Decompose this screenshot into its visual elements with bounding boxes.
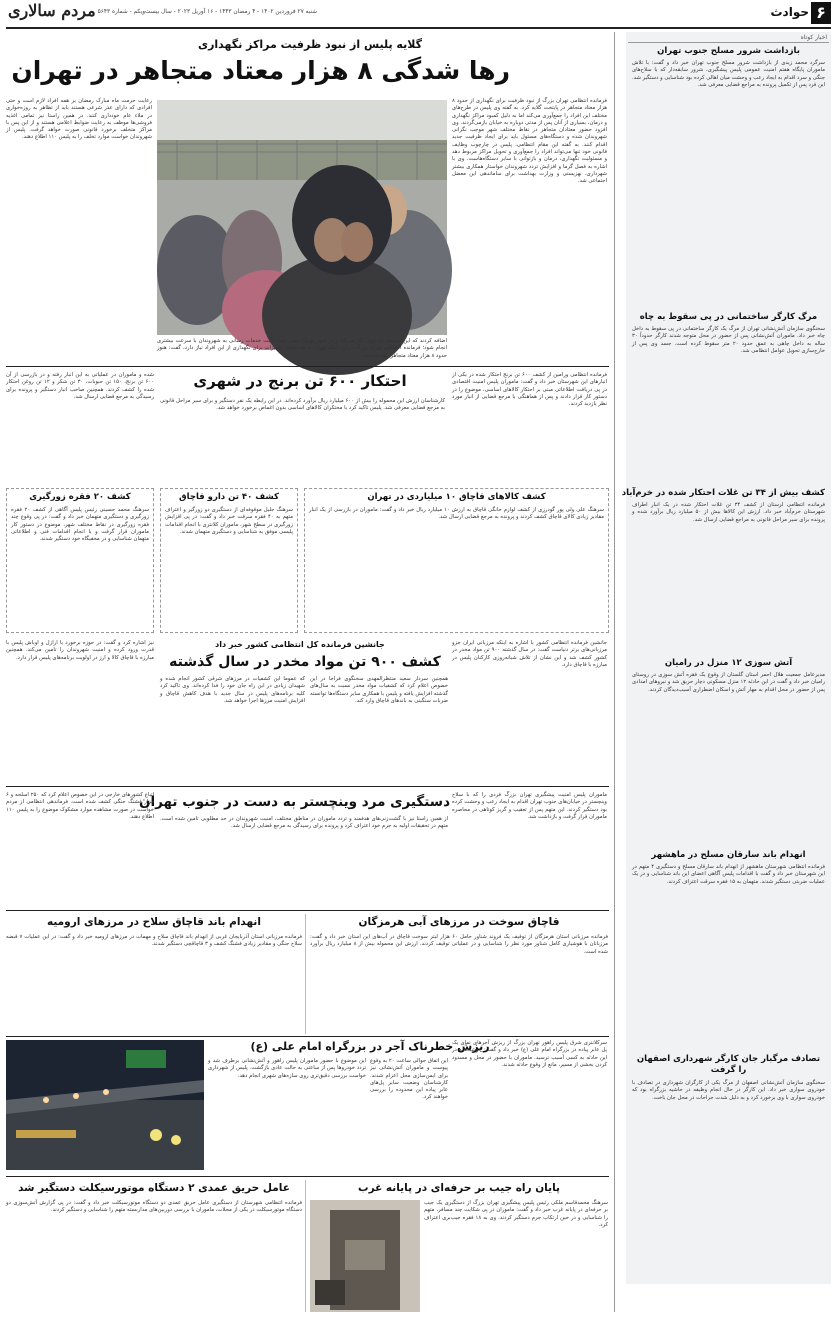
addicts-photo: [157, 100, 447, 335]
arson-body: فرمانده انتظامی شهرستان از دستگیری عامل حریق عمدی دو دستگاه موتورسیکلت خبر داد و گفت: در پی گزارش آتش‌سوزی دو دستگاه موتورسیکلت در یکی از محلات، ماموران با بررسی دوربین‌های مداربسته متهم را شناسایی و دستگیر کردند.: [6, 1200, 302, 1214]
sidebar-item-body: مدیرعامل جمعیت هلال احمر استان گلستان از وقوع یک فقره آتش سوزی در روستای رامیان خبر داد و گفت در این حادثه ۱۲ منزل مسکونی دچار حریق شد و نیروهای امدادی پس از حضور در محل اقدام به مهار آتش و اسکان اضطراری آسیب‌دیدگان کردند.: [632, 672, 825, 693]
sidebar-item: [632, 312, 825, 486]
rice-col-1: فرمانده انتظامی ورامین از کشف ۶۰۰ تن برنج احتکار شده در یکی از انبارهای این شهرستان خبر داد و گفت: ماموران پلیس امنیت اقتصادی در پی دریافت اطلاعاتی مبنی بر احتکار کالاهای اساسی، موضوع را در دستور کار قرار دادند و پس از هماهنگی با مرجع قضایی از انبار مورد نظر بازدید کردند.: [452, 372, 607, 408]
date-line: شنبه ۲۷ فروردین ۱۴۰۲ - ۴ رمضان ۱۴۴۳ - ۱۶ آوریل ۲۰۲۳ - سال بیست‌ویکم - شماره ۵۶۴۳: [97, 9, 317, 15]
box-body: سرهنگ علی ولی پور گودرزی از کشف لوازم خانگی قاچاق به ارزش ۱۰ میلیارد ریال خبر داد و گفت: ماموران در بازرسی از یک انبار مقادیر زیادی کالای قاچاق کشف کردند و پرونده به مرجع قضایی ارسال شد.: [309, 507, 604, 521]
drugs-col-1: جانشین فرمانده انتظامی کشور با اشاره به اینکه مرزبانی ایران جزو مرزبانی‌های برتر دنیاست گفت: در سال گذشته ۹۰۰ تن مواد مخدر در کشور کشف شد و این نشان از تلاش شبانه‌روزی کارکنان پلیس در مبارزه با قاچاق دارد.: [452, 640, 607, 668]
sidebar-item-title: مرگ کارگر ساختمانی در پی سقوط به چاه: [639, 312, 818, 322]
bridge-col-1: سرکلانتری شرق پلیس راهور تهران بزرگ از ریزش آجرهای نمای یک پل عابر پیاده در بزرگراه امام علی (ع) خبر داد و گفت: خوشبختانه در این حادثه به کسی آسیب نرسید. ماموران با حضور در محل و مسدود کردن بخشی از مسیر، مانع از وقوع حادثه شدند.: [452, 1040, 607, 1068]
drugs-kicker: جانشین فرمانده کل انتظامی کشور خبر داد: [215, 640, 385, 649]
page-label: حوادث: [770, 5, 809, 19]
sidebar-item: [632, 658, 825, 822]
sidebar-item: [632, 1054, 825, 1280]
drugs-col-4: نیز اشاره کرد و گفت: در حوزه برخورد با ارازل و اوباش پلیس با قدرت ورود کرده و امنیت شهروندان را تامین می‌کند. همچنین مبارزه با قاچاق کالا و ارز در اولویت برنامه‌های پلیس قرار دارد.: [6, 640, 154, 661]
sidebar-item-body: سرگرد محمد زیدی از بازداشت شرور مسلح جنوب تهران خبر داد و گفت: با تلاش ماموران پایگاه هفتم امنیت عمومی پلیس پیشگیری، شرور سابقه‌دار که با سلاح‌های جنگی و سرد اقدام به ایجاد رعب و وحشت میان اهالی کرده بود شناسایی و دستگیر شد. این فرد پس از تکمیل پرونده به مراجع قضایی معرفی شد.: [632, 60, 825, 88]
box-body: سرهنگ جلیل موقوفه‌ای از دستگیری دو زورگیر و اعتراف متهم به ۴۰ فقره سرقت خبر داد و گفت: در پی افزایش زورگیری در سطح شهر، ماموران کلانتری با انجام اقدامات پلیسی موفق به شناسایی و دستگیری متهمان شدند.: [165, 507, 293, 535]
bridge-photo-image: [6, 1040, 204, 1170]
box-title: کشف ۲۰ فقره زورگیری: [29, 492, 131, 502]
arson-headline: عامل حریق عمدی ۲ دستگاه موتورسیکلت دستگیر شد: [18, 1182, 290, 1194]
weapons-body: فرمانده مرزبانی استان آذربایجان غربی از انهدام باند قاچاق سلاح و مهمات در مرزهای ارومیه خبر داد و گفت: در این عملیات ۷ قبضه سلاح جنگی و مقادیر زیادی فشنگ کشف و ۳ قاچاقچی دستگیر شدند.: [6, 934, 302, 948]
sidebar-item-title: تصادف مرگبار جان کارگر شهرداری اصفهان را گرفت: [636, 1054, 821, 1075]
lead-col-3: رعایت حرمت ماه مبارک رمضان بر همه افراد لازم است و حتی افرادی که دارای عذر شرعی هستند باید از تظاهر به روزه‌خواری در ملاء عام خودداری کنند. در همین راستا نیز تمامی اغذیه فروشی‌ها موظف به رعایت ضوابط اعلامی هستند و از این پس با مراکز متخلف برخورد قانونی صورت خواهد گرفت. پلیس از شهروندان خواست موارد تخلف را به پلیس ۱۱۰ اطلاع دهند.: [6, 98, 152, 141]
masthead: [0, 0, 837, 26]
sidebar-item-body: سخنگوی سازمان آتش‌نشانی تهران از مرگ یک کارگر ساختمانی در پی سقوط به داخل چاه خبر داد. ماموران آتش‌نشانی پس از حضور در محل متوجه شدند کارگر حدوداً ۳۰ ساله به داخل چاهی به عمق حدود ۲۰ متر سقوط کرده است. جسد وی پس از خارج‌سازی تحویل عوامل انتظامی شد.: [632, 326, 825, 354]
box-drugs: [160, 488, 298, 633]
lead-caption: اضافه کردند که این سیستم به خوبی کار می‌کند و در شهر تهران سعی شده است خدمات رسانی به شهروندان با سرعت بیشتری انجام شود؛ فرمانده انتظامی تهران بزرگ درباره اینکه تهران به چه مقدار تجهیزات برای نگهداری از این افراد نیاز دارد، گفت: هنوز حدود ۸ هزار معتاد متجاهر رها شده‌اند.: [157, 338, 447, 359]
fuel-body: فرمانده مرزبانی استان هرمزگان از توقیف یک فروند شناور حامل ۶۰ هزار لیتر سوخت قاچاق در آب‌های این استان خبر داد و گفت: مرزبانان با هوشیاری کامل شناور مورد نظر را شناسایی و در عملیاتی توقیف کردند. ارزش این محموله بیش از ۸ میلیارد ریال برآورد شده است.: [310, 934, 609, 955]
box-smuggled: [304, 488, 609, 633]
sidebar-item-title: بازداشت شرور مسلح جنوب تهران: [657, 46, 800, 56]
bridge-headline: ریزش خطرناک آجر در بزرگراه امام علی (ع): [250, 1040, 490, 1053]
pickpocket-photo-image: [310, 1200, 420, 1312]
masthead-rule: [6, 27, 831, 29]
sidebar-item: [632, 850, 825, 1044]
burglar-headline: دستگیری مرد وینچستر به دست در جنوب تهران: [138, 794, 450, 810]
sidebar-item: [632, 46, 825, 292]
page-number: ۶: [811, 2, 831, 24]
drugs-col-2: همچنین سردار سعید منتظرالمهدی سخنگوی فراجا در این خصوص اعلام کرد که کشفیات مواد مخدر نسبت به سال‌های گذشته افزایش یافته و پلیس با همکاری سایر دستگاه‌ها توانسته ضربات سنگینی به باندهای قاچاق وارد کند.: [310, 676, 448, 704]
rice-col-2: کارشناسان ارزش این محموله را بیش از ۶۰۰ میلیارد ریال برآورد کرده‌اند. در این رابطه یک نفر دستگیر و برای سیر مراحل قانونی به مرجع قضایی معرفی شد. پلیس تاکید کرد با محتکران کالاهای اساسی بدون اغماض برخورد خواهد شد.: [160, 398, 445, 412]
sidebar-item-body: سخنگوی سازمان آتش‌نشانی اصفهان از مرگ یکی از کارگران شهرداری در تصادف با خودروی سواری خبر داد. این کارگر در حال انجام وظیفه در حاشیه بزرگراه بود که خودروی سواری با وی برخورد کرد و به دلیل شدت جراحات در محل جان باخت.: [632, 1080, 825, 1101]
lead-headline: رها شدگی ۸ هزار معتاد متجاهر در تهران: [11, 56, 510, 85]
sidebar-item-title: انهدام باند سارقان مسلح در ماهشهر: [651, 850, 806, 860]
sidebar-item: [621, 488, 825, 652]
sidebar-item-title: کشف بیش از ۳۴ تن غلات احتکار شده در خرم‌آباد: [621, 488, 825, 498]
burglar-col-3: اتباع کشورهای خارجی در این خصوص اعلام کرد که ۲۵۰ اسلحه و ۶ هزار فشنگ جنگی کشف شده است. فرماندهی انتظامی از مردم خواست در صورت مشاهده موارد مشکوک موضوع را به پلیس ۱۱۰ اطلاع دهند.: [6, 792, 154, 820]
weapons-headline: انهدام باند قاچاق سلاح در مرزهای ارومیه: [47, 916, 261, 928]
sidebar-item-title: آتش سوزی ۱۲ منزل در رامیان: [664, 658, 793, 668]
pickpocket-headline: پایان راه جیب بر حرفه‌ای در پایانه غرب: [358, 1182, 560, 1194]
lead-col-1: فرمانده انتظامی تهران بزرگ از نبود ظرفیت برای نگهداری از حدود ۸ هزار معتاد متجاهر در پایتخت گلایه کرد. به گفته وی پلیس در طرح‌های مختلف این افراد را جمع‌آوری می‌کند اما به دلیل کمبود مراکز نگهداری و درمان، بسیاری از آنان پس از مدتی دوباره به خیابان بازمی‌گردند. وی افزود حضور معتادان متجاهر در نقاط مختلف شهر موجب نگرانی شهروندان شده و دستگاه‌های مسئول باید برای ایجاد ظرفیت جدید اقدام کنند. به گفته این مقام انتظامی، پلیس در چارچوب وظایف قانونی خود تنها می‌تواند افراد را جمع‌آوری و تحویل مراکز مربوط دهد و مسئولیت نگهداری، درمان و بازتوانی با سایر دستگاه‌هاست. وی با اشاره به فصل گرما و افزایش تردد شهروندان خواستار همکاری بیشتر شهرداری، بهزیستی و وزارت بهداشت برای ساماندهی این معضل اجتماعی شد.: [452, 98, 607, 185]
pickpocket-photo: [310, 1200, 420, 1312]
rice-headline: احتکار ۶۰۰ تن برنج در شهری: [193, 372, 407, 390]
fuel-headline: قاچاق سوخت در مرزهای آبی هرمزگان: [358, 916, 560, 928]
box-title: کشف ۴۰ تن دارو قاچاق: [179, 492, 279, 502]
sidebar: [621, 32, 831, 1284]
pickpocket-body: سرهنگ محمدقاسم ملکی رئیس پلیس پیشگیری تهران بزرگ از دستگیری یک جیب بر حرفه‌ای در پایانه غرب خبر داد و گفت: ماموران در پی شکایت چند مسافر، متهم را شناسایی و در حین ارتکاب جرم دستگیر کردند. وی به ۱۸ فقره جیب‌بری اعتراف کرد.: [424, 1200, 608, 1228]
addicts-photo-image: [157, 100, 447, 335]
burglar-col-1: ماموران پلیس امنیت پیشگیری تهران بزرگ فردی را که با سلاح وینچستر در خیابان‌های جنوب تهران اقدام به ایجاد رعب و وحشت کرده بود دستگیر کردند. این متهم پس از تعقیب و گریز کوتاهی در محاصره ماموران قرار گرفت و بازداشت شد.: [452, 792, 607, 820]
bridge-col-3: این موضوع با حضور ماموران پلیس راهور و آتش‌نشانی برطرف شد و تردد خودروها پس از ساعتی به حالت عادی بازگشت. پلیس از شهرداری خواست بررسی دقیق‌تری روی سازه‌های شهری انجام دهد.: [208, 1058, 366, 1079]
box-body: سرهنگ محمد حسینی رئیس پلیس آگاهی از کشف ۲۰ فقره زورگیری و دستگیری متهمان خبر داد و گفت: در پی وقوع چند فقره زورگیری در نقاط مختلف شهر، موضوع در دستور کار ماموران قرار گرفت و با انجام اقدامات فنی و اطلاعاتی متهمان شناسایی و در مخفیگاه خود دستگیر شدند.: [11, 507, 150, 543]
box-title: کشف کالاهای قاچاق ۱۰ میلیاردی در تهران: [367, 492, 546, 502]
bridge-col-2: این اتفاق حوالی ساعت ۲۰ به وقوع پیوست و ماموران آتش‌نشانی نیز برای ایمن‌سازی محل اعزام شدند. کارشناسان وضعیت سایر پل‌های عابر پیاده این محدوده را بررسی خواهند کرد.: [370, 1058, 448, 1101]
drugs-headline: کشف ۹۰۰ تن مواد مخدر در سال گذشته: [169, 654, 441, 670]
sidebar-tag: اخبار کوتاه: [800, 34, 827, 41]
paper-name: مردم سالاری: [8, 1, 96, 20]
lead-kicker: گلایه پلیس از نبود ظرفیت مراکز نگهداری: [198, 38, 422, 51]
rice-col-3: شده و ماموران در عملیاتی به این انبار رفته و در بازرسی از آن ۶۰۰ تن برنج، ۱۵۰ تن حبوبات، ۳۰ تن شکر و ۱۲ تن روغن احتکار شده را کشف کردند. همچنین صاحب انبار دستگیر و پرونده برای رسیدگی به مرجع قضایی ارسال شد.: [6, 372, 155, 400]
drugs-col-3: که عموما این کشفیات در مرزهای شرقی کشور انجام شده و شهیدان زیادی در این راه جان خود را فدا کرده‌اند. وی تاکید کرد کلیه برنامه‌های پلیس در سال جدید با هدف کاهش قاچاق و افزایش امنیت مرزها اجرا خواهد شد.: [160, 676, 305, 704]
sidebar-item-body: فرمانده انتظامی لرستان از کشف ۳۴ تن غلات احتکار شده در یک انبار اطراف شهرستان خرم‌آباد خبر داد. ارزش این کالاها بیش از ۵۰ میلیارد ریال برآورد شده و پرونده برای سیر مراحل قانونی به مراجع قضایی ارسال شد.: [632, 502, 825, 523]
box-robbery: [6, 488, 154, 633]
burglar-col-2: از همین راستا نیز با گشت‌زنی‌های هدفمند و تردد ماموران در مناطق مختلف، امنیت شهروندان در حد مطلوبی تامین شده است. متهم در تحقیقات اولیه به جرم خود اعتراف کرد و پرونده برای رسیدگی به مرجع قضایی ارسال شد.: [160, 816, 448, 830]
sidebar-item-body: فرمانده انتظامی شهرستان ماهشهر از انهدام باند سارقان مسلح و دستگیری ۴ متهم در این شهرستان خبر داد و گفت با اقدامات پلیس آگاهی اعضای این باند شناسایی و در یک عملیات ضربتی دستگیر شدند. متهمان به ۱۵ فقره سرقت اعتراف کردند.: [632, 864, 825, 885]
bridge-photo: [6, 1040, 204, 1170]
